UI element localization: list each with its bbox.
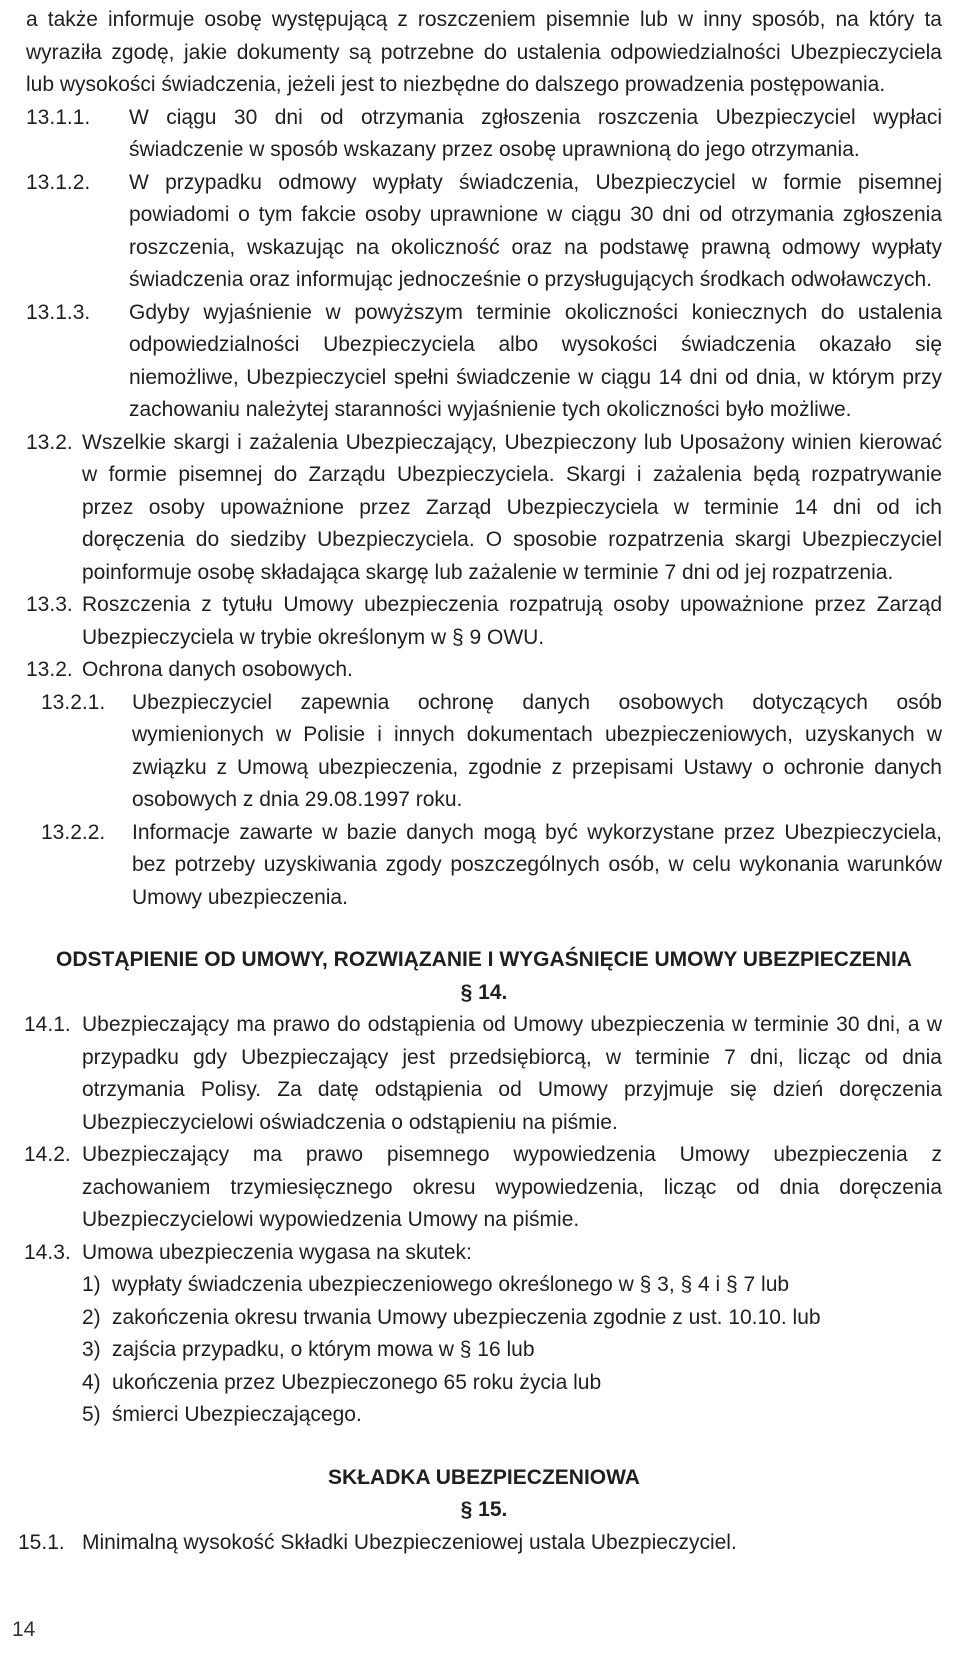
- clause-14-1: [26, 1009, 942, 1139]
- clause-text: Ubezpieczający ma prawo pisemnego wypowiedzenia Umowy ubezpieczenia z zachowaniem trzymiesięcznego okresu wypowiedzenia, licząc od dnia doręczenia Ubezpieczycielowi wypowiedzenia Umowy na piśmie.: [82, 1143, 942, 1231]
- clause-number: 14.3.: [24, 1240, 71, 1264]
- section-number-14: § 14.: [460, 980, 508, 1004]
- clause-13-1-2: [26, 167, 942, 297]
- list-item: [26, 1367, 942, 1400]
- section-heading-15: SKŁADKA UBEZPIECZENIOWA: [328, 1465, 640, 1489]
- clause-text: Informacje zawarte w bazie danych mogą być wykorzystane przez Ubezpieczyciela, bez potrzeby uzyskiwania zgody poszczególnych osób, w celu wykonania warunków Umowy ubezpieczenia.: [132, 820, 942, 909]
- clause-number: 13.1.1.: [26, 105, 91, 129]
- clause-13-1-1: [26, 102, 942, 167]
- clause-text: Minimalną wysokość Składki Ubezpieczeniowej ustala Ubezpieczyciel.: [82, 1530, 737, 1554]
- clause-text: W przypadku odmowy wypłaty świadczenia, Ubezpieczyciel w formie pisemnej powiadomi o tym fakcie osoby uprawnione w ciągu 30 dni od otrzymania zgłoszenia roszczenia, wskazując na okoliczność oraz na podstawę prawną odmowy wypłaty świadczenia oraz informując jednocześnie o przysługujących środkach odwoławczych.: [129, 170, 942, 291]
- section-heading-14: ODSTĄPIENIE OD UMOWY, ROZWIĄZANIE I WYGAŚNIĘCIE UMOWY UBEZPIECZENIA: [56, 948, 912, 971]
- clause-13-2-data-protection: [26, 654, 942, 687]
- clause-text: Ubezpieczyciel zapewnia ochronę danych osobowych dotyczących osób wymienionych w Polisie i innych dokumentach ubezpieczeniowych, uzyskanych w związku z Umową ubezpieczenia, zgodnie z przepisami Ustawy o ochronie danych osobowych z dnia 29.08.1997 roku.: [132, 690, 942, 811]
- clause-text: W ciągu 30 dni od otrzymania zgłoszenia roszczenia Ubezpieczyciel wypłaci świadczenie w sposób wskazany przez osobę uprawnioną do jego otrzymania.: [129, 105, 942, 161]
- list-item-number: 4): [82, 1370, 101, 1394]
- list-item-number: 5): [82, 1403, 101, 1426]
- clause-number: 15.1.: [18, 1530, 65, 1554]
- intro-paragraph: a także informuje osobę występującą z roszczeniem pisemnie lub w inny sposób, na który ta wyraziła zgodę, jakie dokumenty są potrzebne do ustalenia odpowiedzialności Ubezpieczyciela lub wysokości świadczenia, jeżeli jest to niezbędne do dalszego prowadzenia postępowania.: [26, 8, 942, 96]
- clause-text: Ochrona danych osobowych.: [82, 658, 353, 681]
- document-page: [18, 0, 942, 1559]
- clause-text: Ubezpieczający ma prawo do odstąpienia od Umowy ubezpieczenia w terminie 30 dni, a w przypadku gdy Ubezpieczający jest przedsiębiorcą, w terminie 7 dni, licząc od dnia otrzymania Polisy. Za datę odstąpienia od Umowy przyjmuje się dzień doręczenia Ubezpieczycielowi oświadczenia o odstąpieniu na piśmie.: [82, 1013, 942, 1134]
- clause-13-2-1: [26, 687, 942, 817]
- clause-number: 14.2.: [24, 1143, 71, 1166]
- clause-text: Gdyby wyjaśnienie w powyższym terminie okoliczności koniecznych do ustalenia odpowiedzialności Ubezpieczyciela albo wysokości świadczenia okazało się niemożliwe, Ubezpieczyciel spełni świadczenie w ciągu 14 dni od dnia, w którym przy zachowaniu należytej staranności wyjaśnienie tych okoliczności było możliwe.: [129, 300, 942, 421]
- clause-13-3: [26, 589, 942, 654]
- list-item-text: zajścia przypadku, o którym mowa w § 16 lub: [112, 1338, 535, 1361]
- clause-14-2: [26, 1139, 942, 1237]
- clause-number: 13.2.: [26, 658, 73, 681]
- list-item: [26, 1399, 942, 1432]
- clause-number: 13.2.2.: [41, 820, 106, 844]
- clause-number: 13.1.3.: [26, 300, 91, 324]
- clause-number: 13.2.1.: [41, 690, 106, 714]
- clause-number: 13.2.: [26, 430, 73, 454]
- clause-15-1: [18, 1527, 942, 1560]
- clause-13-2-complaints: [26, 427, 942, 590]
- page-number: 14: [12, 1618, 36, 1641]
- list-item-text: wypłaty świadczenia ubezpieczeniowego określonego w § 3, § 4 i § 7 lub: [112, 1273, 790, 1296]
- clause-number: 14.1.: [24, 1013, 71, 1036]
- clause-number: 13.1.2.: [26, 170, 91, 194]
- list-item: [26, 1334, 942, 1367]
- clause-14-3: [26, 1237, 942, 1270]
- clause-13-1-3: [26, 297, 942, 427]
- clause-text: Umowa ubezpieczenia wygasa na skutek:: [82, 1240, 472, 1264]
- clause-number: 13.3.: [26, 593, 73, 616]
- list-item-text: zakończenia okresu trwania Umowy ubezpieczenia zgodnie z ust. 10.10. lub: [112, 1305, 821, 1329]
- list-item-text: śmierci Ubezpieczającego.: [112, 1403, 362, 1426]
- clause-text: Wszelkie skargi i zażalenia Ubezpieczający, Ubezpieczony lub Uposażony winien kierować w formie pisemnej do Zarządu Ubezpieczyciela. Skargi i zażalenia będą rozpatrywanie przez osoby upoważnione przez Zarząd Ubezpieczyciela w terminie 14 dni od ich doręczenia do siedziby Ubezpieczyciela. O sposobie rozpatrzenia skargi Ubezpieczyciel poinformuje osobę składająca skargę lub zażalenie w terminie 7 dni od jej rozpatrzenia.: [82, 430, 942, 584]
- list-item: [26, 1269, 942, 1302]
- list-item: [26, 1302, 942, 1335]
- list-item-number: 1): [82, 1273, 101, 1296]
- section-number-15: § 15.: [460, 1498, 508, 1521]
- clause-text: Roszczenia z tytułu Umowy ubezpieczenia rozpatrują osoby upoważnione przez Zarząd Ubezpieczyciela w trybie określonym w § 9 OWU.: [82, 593, 942, 649]
- list-item-text: ukończenia przez Ubezpieczonego 65 roku życia lub: [112, 1370, 602, 1394]
- list-item-number: 3): [82, 1338, 101, 1361]
- list-item-number: 2): [82, 1305, 101, 1329]
- clause-13-2-2: [26, 817, 942, 915]
